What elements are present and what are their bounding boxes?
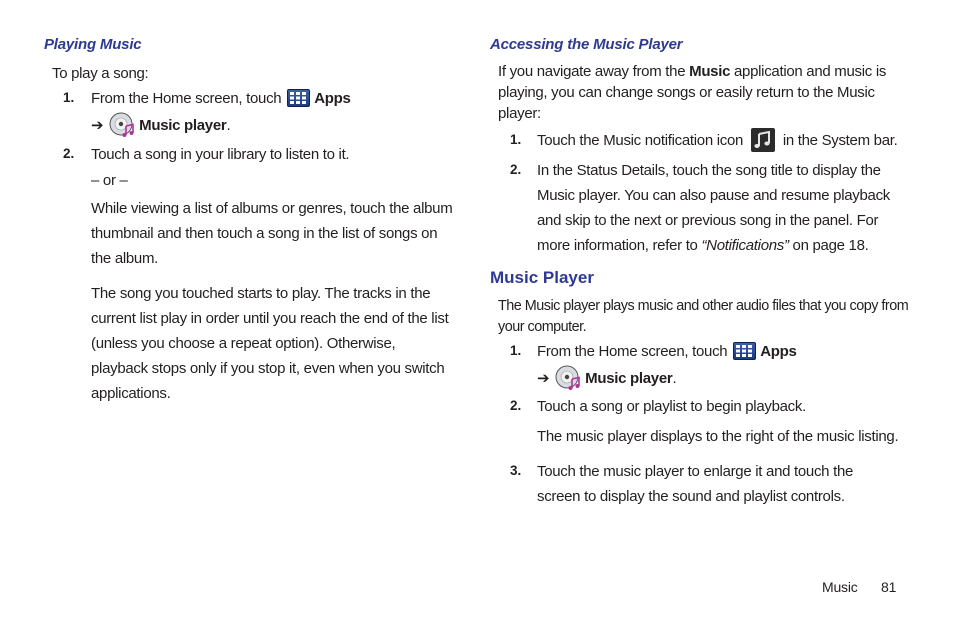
mp-step-3-text: Touch the music player to enlarge it and touch the screen to display the sound and playlist controls.	[537, 463, 854, 505]
accessing-intro	[498, 61, 893, 124]
page-number: 81	[881, 579, 897, 595]
music-player-label: Music player	[585, 370, 673, 387]
music-player-intro: The Music player plays music and other audio files that you copy from your computer.	[498, 298, 909, 335]
mp-step-2-text: Touch a song or playlist to begin playback.	[537, 398, 806, 415]
arrow-icon: ➔	[537, 370, 550, 387]
or-separator: – or –	[91, 172, 128, 189]
access-step-1	[537, 128, 897, 153]
apps-label: Apps	[760, 343, 797, 360]
step-number: 2.	[510, 162, 522, 177]
access-step-1-pre: Touch the Music notification icon	[537, 132, 744, 149]
music-disc-icon	[555, 365, 581, 391]
mp-step-1-line	[537, 339, 797, 364]
intro-text: To play a song:	[52, 65, 149, 82]
notifications-reference[interactable]: “Notifications”	[701, 237, 789, 254]
apps-grid-icon	[287, 89, 310, 107]
step-1-path	[91, 112, 230, 138]
step-1-text: From the Home screen, touch	[91, 90, 282, 107]
footer-section: Music	[822, 579, 858, 595]
mp-step-2-sub: The music player displays to the right of the music listing.	[537, 428, 899, 445]
period: .	[226, 117, 231, 134]
heading-accessing-music-player: Accessing the Music Player	[490, 36, 683, 53]
mp-step-1-text: From the Home screen, touch	[537, 343, 728, 360]
heading-playing-music: Playing Music	[44, 36, 142, 53]
access-step-2-text: In the Status Details, touch the song title to display the Music player. You can also pause and resume playback and skip to the next or previous song in the panel. For more information, refer to	[537, 162, 890, 254]
step-number: 2.	[510, 398, 522, 413]
music-player-label: Music player	[139, 117, 227, 134]
heading-music-player: Music Player	[490, 268, 594, 287]
music-disc-icon	[109, 112, 135, 138]
mp-step-1-path	[537, 365, 676, 391]
music-note-icon	[751, 128, 775, 152]
note-paragraph: The song you touched starts to play. The tracks in the current list play in order until you reach the end of the list (unless you choose a repeat option). Otherwise, playback stops only if you stop it, even when you switch applications.	[91, 285, 449, 402]
apps-grid-icon	[733, 342, 756, 360]
period: .	[672, 370, 677, 387]
step-2-alt-text: While viewing a list of albums or genres, touch the album thumbnail and then touch a song in the list of songs on the album.	[91, 200, 453, 267]
step-2-text: Touch a song in your library to listen to it.	[91, 146, 350, 163]
arrow-icon: ➔	[91, 117, 104, 134]
intro-pre: If you navigate away from the	[498, 63, 686, 80]
step-number: 2.	[63, 146, 75, 161]
apps-label: Apps	[314, 90, 351, 107]
access-step-2	[537, 158, 892, 258]
access-step-1-post: in the System bar.	[782, 132, 898, 149]
music-app-name: Music	[689, 63, 731, 80]
page-reference: on page 18.	[788, 237, 869, 254]
step-number: 1.	[510, 132, 522, 147]
step-1-line	[91, 86, 351, 111]
step-number: 3.	[510, 463, 522, 478]
step-number: 1.	[63, 90, 75, 105]
intro-post: application and music is playing, you can change songs or easily return to the Music player:	[498, 63, 887, 122]
step-number: 1.	[510, 343, 522, 358]
